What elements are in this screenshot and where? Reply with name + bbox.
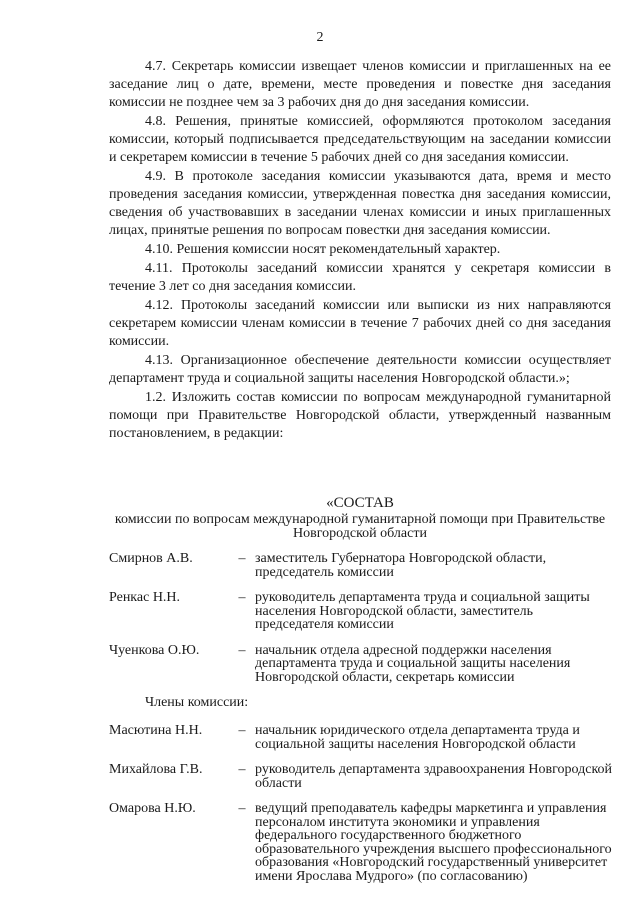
member-row	[109, 724, 619, 751]
member-name: Смирнов А.В.	[109, 551, 193, 566]
member-name: Омарова Н.Ю.	[109, 801, 196, 816]
paragraph-1-2: 1.2. Изложить состав комиссии по вопросам международной гуманитарной помощи при Правительстве Новгородской области, утвержденный названным постановлением, в редакции:	[109, 390, 611, 441]
paragraph-4-12: 4.12. Протоколы заседаний комиссии или выписки из них направляются секретарем комиссии членам комиссии в течение 7 рабочих дней со дня заседания комиссии.	[109, 298, 611, 349]
member-role: руководитель департамента труда и социальной защиты населения Новгородской области, заместитель председателя комиссии	[255, 590, 590, 632]
members-label: Члены комиссии:	[145, 695, 249, 710]
document-body	[109, 58, 611, 443]
member-role: ведущий преподаватель кафедры маркетинга и управления персоналом института экономики и управления федерального государственного бюджетного образовательного учреждения высшего профессионального образования «Новгородский государственный университет имени Ярослава Мудрого» (по согласованию)	[255, 801, 612, 884]
paragraph-4-13: 4.13. Организационное обеспечение деятельности комиссии осуществляет департамент труда и социальной защиты населения Новгородской области.»;	[109, 353, 611, 386]
paragraph-4-7: 4.7. Секретарь комиссии извещает членов комиссии и приглашенных на ее заседание лиц о дате, времени, месте проведения и повестке дня заседания комиссии не позднее чем за 3 рабочих дня до дня заседания комиссии.	[109, 59, 611, 110]
page-number: 2	[316, 30, 324, 45]
member-name: Михайлова Г.В.	[109, 762, 203, 777]
member-role: начальник юридического отдела департамента труда и социальной защиты населения Новгородской области	[255, 723, 580, 752]
dash-separator: –	[238, 723, 246, 738]
member-name: Масютина Н.Н.	[109, 723, 203, 738]
paragraph-4-9: 4.9. В протоколе заседания комиссии указываются дата, время и место проведения заседания комиссии, утвержденная повестка дня заседания комиссии, сведения об участвовавших в заседании членах комиссии и иных приглашенных лицах, принятые решения по вопросам повестки дня заседания комиссии.	[109, 169, 611, 238]
leader-row	[109, 552, 619, 579]
member-name: Чуенкова О.Ю.	[109, 642, 200, 658]
member-row	[109, 802, 619, 883]
dash-separator: –	[238, 801, 246, 816]
member-role: начальник отдела адресной поддержки населения департамента труда и социальной защиты населения Новгородской области, секретарь комиссии	[255, 642, 571, 685]
leader-row	[109, 644, 619, 685]
member-list	[109, 552, 619, 895]
member-role: руководитель департамента здравоохранения Новгородской области	[255, 762, 613, 791]
leader-row	[109, 591, 619, 632]
composition-subheading: комиссии по вопросам международной гуманитарной помощи при Правительстве Новгородской области	[114, 512, 606, 541]
member-name: Ренкас Н.Н.	[109, 590, 181, 605]
dash-separator: –	[238, 642, 246, 658]
paragraph-4-8: 4.8. Решения, принятые комиссией, оформляются протоколом заседания комиссии, который подписывается председательствующим на заседании комиссии и секретарем комиссии в течение 5 рабочих дней со дня заседания комиссии.	[109, 114, 611, 165]
paragraph-4-10: 4.10. Решения комиссии носят рекомендательный характер.	[145, 242, 501, 257]
member-row	[109, 763, 619, 790]
paragraph-4-11: 4.11. Протоколы заседаний комиссии хранятся у секретаря комиссии в течение 3 лет со дня заседания комиссии.	[109, 261, 611, 294]
member-role: заместитель Губернатора Новгородской области, председатель комиссии	[255, 551, 547, 580]
composition-heading: «СОСТАВ	[326, 495, 394, 511]
dash-separator: –	[238, 590, 246, 605]
dash-separator: –	[238, 551, 246, 566]
dash-separator: –	[238, 762, 246, 777]
